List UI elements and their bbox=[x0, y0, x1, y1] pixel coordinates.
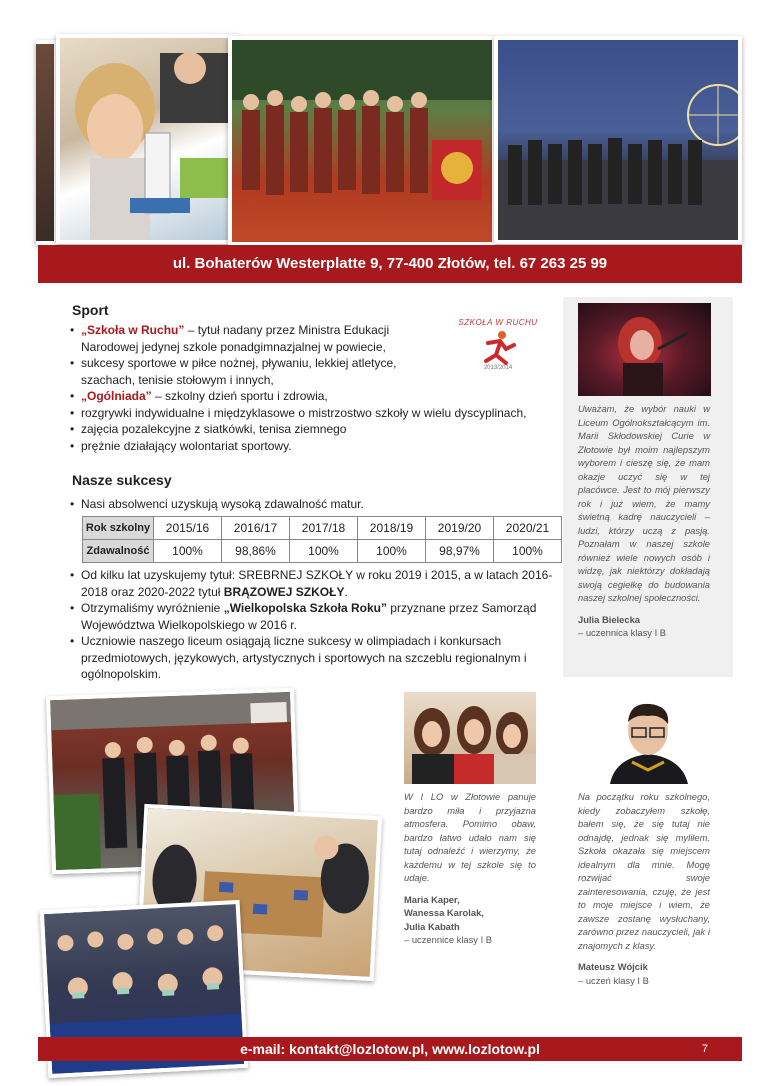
successes-intro-list bbox=[70, 496, 570, 513]
sport-text-3: – szkolny dzień sportu i zdrowia, bbox=[151, 389, 328, 403]
table-cell: 2016/17 bbox=[222, 517, 290, 540]
quote-julia-role: – uczennica klasy I B bbox=[578, 627, 667, 638]
bronze-school-title: BRĄZOWEJ SZKOŁY bbox=[223, 584, 345, 599]
quote-julia-name: Julia Bielecka bbox=[578, 613, 641, 625]
table-cell: 2019/20 bbox=[426, 517, 494, 540]
list-item bbox=[70, 633, 555, 683]
sport-text-5: zajęcia pozalekcyjne z siatkówki, tenisa ziemnego bbox=[81, 422, 347, 436]
successes-heading: Nasze sukcesy bbox=[72, 472, 172, 488]
address-text: ul. Bohaterów Westerplatte 9, 77-400 Złotów, tel. 67 263 25 99 bbox=[172, 255, 608, 272]
runner-icon bbox=[478, 329, 518, 365]
successes-b1-end: . bbox=[344, 584, 348, 599]
photo-boy bbox=[590, 692, 708, 784]
table-cell: 2018/19 bbox=[358, 517, 426, 540]
quote-girls-name-2: Wanessa Karolak, bbox=[404, 907, 484, 918]
quote-girls-name-3: Julia Kabath bbox=[404, 920, 460, 932]
quote-girls-role: – uczennice klasy I B bbox=[404, 934, 493, 945]
quote-girls bbox=[404, 790, 536, 947]
silver-school-text: Od kilku lat uzyskujemy tytuł: SREBRNEJ SZKOŁY w roku 2019 i 2015, a w latach 2016-2018 oraz 2020-2022 tytuł bbox=[81, 568, 553, 599]
sport-text-4: rozgrywki indywidualne i międzyklasowe o mistrzostwo szkoły w wielu dyscyplinach, bbox=[81, 405, 527, 420]
photo-library-edge bbox=[36, 40, 58, 245]
list-item bbox=[70, 567, 555, 600]
table-cell: 100% bbox=[358, 540, 426, 563]
quote-julia-text: Uważam, że wybór nauki w Liceum Ogólnokształcącym im. Marii Skłodowskiej Curie w Złotowie był moim najlepszym wyborem i cieszę się, że mam okazje uczyć się w tej placówce. Jest to mój pierwszy rok i już wiem, że mamy świetną kadrę nauczycieli – ludzi, którzy uczą z pasją. Poznałam w naszej szkole również wiele nowych osób i widzę, jak niektórzy dokładają swoją cegiełkę do budowania naszej szkolnej społeczności. bbox=[578, 403, 710, 603]
quote-girls-text: W I LO w Złotowie panuje bardzo miła i przyjazna atmosfera. Pomimo obaw, bardzo łatwo udało nam się tutaj odnaleźć i wierzymy, że każdemu w tej szkole się to udaje. bbox=[404, 791, 536, 883]
photo-costume-group bbox=[228, 36, 496, 246]
table-header-rate: Zdawalność bbox=[83, 540, 154, 563]
list-item bbox=[70, 496, 570, 513]
table-cell: 98,97% bbox=[426, 540, 494, 563]
quote-julia bbox=[578, 402, 710, 640]
page-number: 7 bbox=[701, 1043, 708, 1055]
table-cell: 2015/16 bbox=[154, 517, 222, 540]
address-banner bbox=[38, 245, 742, 283]
footer-contact: e-mail: kontakt@lozlotow.pl, www.lozlotow.pl bbox=[240, 1041, 540, 1057]
table-header-year: Rok szkolny bbox=[83, 517, 154, 540]
sport-text-6: prężnie działający wolontariat sportowy. bbox=[81, 438, 292, 453]
logo-years: 2013/2014 bbox=[483, 365, 513, 371]
matura-results-table bbox=[82, 516, 562, 563]
list-item bbox=[70, 355, 436, 388]
photo-evening-trip bbox=[494, 36, 742, 244]
quote-mateusz-text: Na początku roku szkolnego, kiedy zobaczyłem szkołę, bałem się, że się tutaj nie odnajdę, jednak się myliłem. Szkoła okazała się miejscem idealnym dla mnie. Mogę rozwijać swoje zainteresowania, czuję, że jest to moje miejsce i wiem, że zawsze zostanę wysłuchany, zarówno przez nauczycieli, jak i znajomych z klasy. bbox=[578, 791, 710, 951]
table-cell: 2020/21 bbox=[494, 517, 562, 540]
photo-three-students bbox=[404, 692, 536, 784]
quote-mateusz-role: – uczeń klasy I B bbox=[578, 974, 649, 986]
logo-title: SZKOŁA W RUCHU bbox=[458, 318, 538, 327]
sport-text-1: – tytuł nadany przez Ministra Edukacji Narodowej jedynej szkole ponadgimnazjalnej w powiecie, bbox=[81, 323, 390, 354]
table-cell: 100% bbox=[154, 540, 222, 563]
szkola-w-ruchu-logo bbox=[452, 318, 544, 386]
list-item bbox=[70, 405, 570, 422]
table-cell: 98,86% bbox=[222, 540, 290, 563]
table-row bbox=[83, 540, 562, 563]
sport-text-2: sukcesy sportowe w piłce nożnej, pływaniu, lekkiej atletyce, szachach, tenisie stołowym i innych, bbox=[81, 356, 397, 387]
sport-lead-1: „Szkoła w Ruchu” bbox=[81, 323, 185, 337]
photo-singer bbox=[578, 303, 711, 396]
list-item bbox=[70, 600, 555, 633]
award-text: Otrzymaliśmy wyróżnienie bbox=[81, 601, 224, 615]
sport-heading: Sport bbox=[72, 302, 109, 318]
table-cell: 2017/18 bbox=[290, 517, 358, 540]
list-item bbox=[70, 388, 570, 405]
successes-list bbox=[70, 567, 555, 683]
olympiad-text: Uczniowie naszego liceum osiągają liczne sukcesy w olimpiadach i konkursach przedmiotowych, językowych, artystycznych i sportowych na szczeblu regionalnym i ogólnopolskim. bbox=[81, 634, 527, 681]
successes-intro: Nasi absolwenci uzyskują wysoką zdawalność matur. bbox=[81, 497, 364, 511]
quote-mateusz-name: Mateusz Wójcik bbox=[578, 961, 648, 972]
footer-banner bbox=[38, 1037, 742, 1061]
quote-girls-name-1: Maria Kaper, bbox=[404, 893, 460, 905]
table-cell: 100% bbox=[290, 540, 358, 563]
sport-lead-3: „Ogólniada” bbox=[81, 389, 152, 403]
photo-microscope-lab bbox=[56, 34, 238, 244]
table-cell: 100% bbox=[494, 540, 562, 563]
list-item bbox=[70, 421, 570, 438]
list-item bbox=[70, 438, 570, 455]
quote-mateusz bbox=[578, 790, 710, 987]
award-end: przyznane przez Samorząd Województwa Wielkopolskiego w 2016 r. bbox=[81, 601, 537, 632]
table-row bbox=[83, 517, 562, 540]
award-title: „Wielkopolska Szkoła Roku” bbox=[223, 601, 387, 615]
list-item bbox=[70, 322, 426, 355]
